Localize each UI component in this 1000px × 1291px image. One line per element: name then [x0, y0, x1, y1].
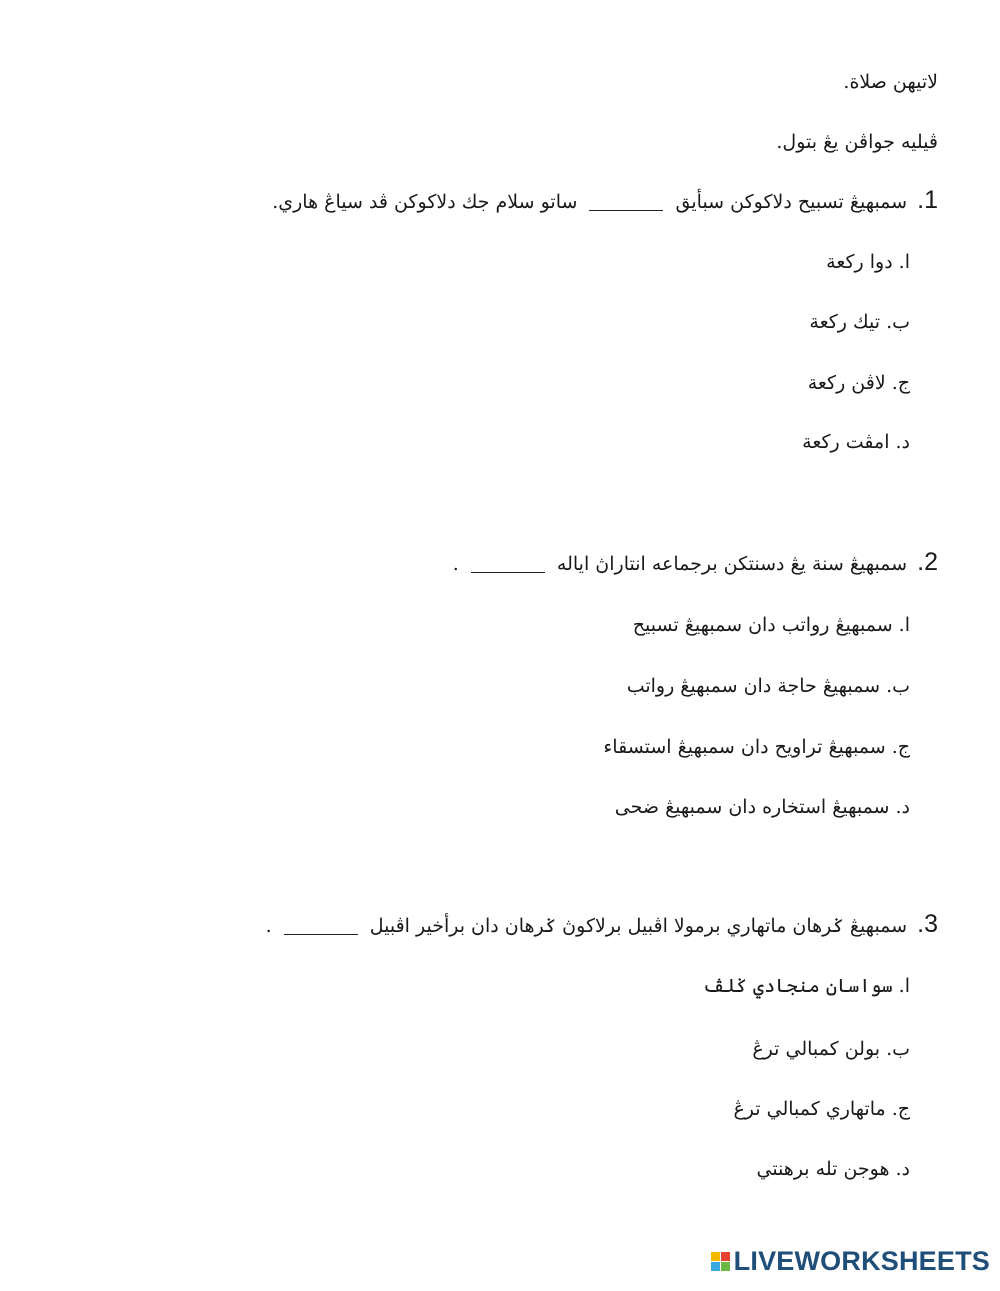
question-text-before: سمبهيڠ تسبيح دلاكوكن سبأيق	[675, 191, 908, 213]
question-2	[453, 548, 938, 578]
logo-block-icon	[721, 1262, 730, 1271]
question-text-after: ساتو سلام جك دلاكوكن ڤد سياڠ هاري.	[272, 191, 578, 213]
option-2a[interactable]	[633, 611, 910, 639]
option-text: تيك ركعة	[809, 311, 881, 333]
logo-text: LIVEWORKSHEETS	[733, 1246, 990, 1276]
option-letter: د.	[895, 1158, 910, 1180]
question-text-before: سمبهيڠ ݢرهان ماتهاري برمولا اڤبيل برلاكوڽ ݢرهان دان برأخير اڤبيل	[369, 915, 908, 937]
option-letter: ا.	[898, 975, 910, 997]
question-text-before: سمبهيڠ سنة يڠ دسنتكن برجماعه انتاراڽ اياله	[556, 553, 908, 575]
logo-block-icon	[711, 1262, 720, 1271]
option-letter: ج.	[891, 372, 910, 394]
option-letter: ج.	[891, 736, 910, 758]
option-text: هوجن تله برهنتي	[756, 1158, 890, 1180]
answer-blank[interactable]	[589, 196, 663, 211]
option-1b[interactable]	[809, 308, 910, 336]
option-text: بولن كمبالي ترڠ	[752, 1038, 881, 1060]
option-1c[interactable]	[808, 369, 910, 397]
option-2b[interactable]	[627, 672, 910, 700]
option-3c[interactable]	[733, 1095, 910, 1123]
option-3b[interactable]	[752, 1035, 910, 1063]
option-letter: ب.	[886, 311, 910, 333]
option-text: امڤت ركعة	[802, 431, 890, 453]
question-1	[272, 186, 938, 216]
option-1a[interactable]	[826, 248, 910, 276]
option-text: سمبهيڠ حاجة دان سمبهيڠ رواتب	[626, 675, 881, 697]
question-3	[266, 910, 938, 940]
option-letter: ج.	[891, 1098, 910, 1120]
question-number: 2.	[917, 548, 938, 576]
question-text-after: .	[452, 553, 459, 575]
option-letter: ب.	[886, 675, 910, 697]
option-2c[interactable]	[603, 733, 910, 761]
instruction-line-2: ڤيليه جواڤن يڠ بتول.	[776, 131, 938, 153]
option-2d[interactable]	[615, 793, 910, 821]
option-text: سمبهيڠ استخاره دان سمبهيڠ ضحى	[614, 796, 890, 818]
logo-block-icon	[711, 1252, 720, 1261]
liveworksheets-logo[interactable]	[711, 1246, 990, 1277]
option-3a[interactable]	[702, 972, 910, 1000]
option-text: لاڤن ركعة	[807, 372, 886, 394]
option-1d[interactable]	[802, 428, 910, 456]
question-number: 3.	[917, 910, 938, 938]
option-text: سواسان منجادي ݢلڤ	[702, 975, 893, 997]
option-3d[interactable]	[757, 1155, 911, 1183]
option-letter: د.	[895, 431, 910, 453]
instruction-line-1: لاتيهن صلاة.	[843, 71, 938, 93]
question-text-after: .	[265, 915, 272, 937]
option-text: ماتهاري كمبالي ترڠ	[733, 1098, 886, 1120]
answer-blank[interactable]	[471, 558, 545, 573]
question-number: 1.	[917, 186, 938, 214]
option-text: سمبهيڠ تراويح دان سمبهيڠ استسقاء	[603, 736, 886, 758]
logo-blocks-icon	[711, 1252, 730, 1271]
logo-block-icon	[721, 1252, 730, 1261]
option-letter: ا.	[898, 251, 910, 273]
option-text: دوا ركعة	[826, 251, 893, 273]
option-text: سمبهيڠ رواتب دان سمبهيڠ تسبيح	[632, 614, 893, 636]
option-letter: ا.	[898, 614, 910, 636]
answer-blank[interactable]	[284, 920, 358, 935]
option-letter: ب.	[886, 1038, 910, 1060]
option-letter: د.	[895, 796, 910, 818]
